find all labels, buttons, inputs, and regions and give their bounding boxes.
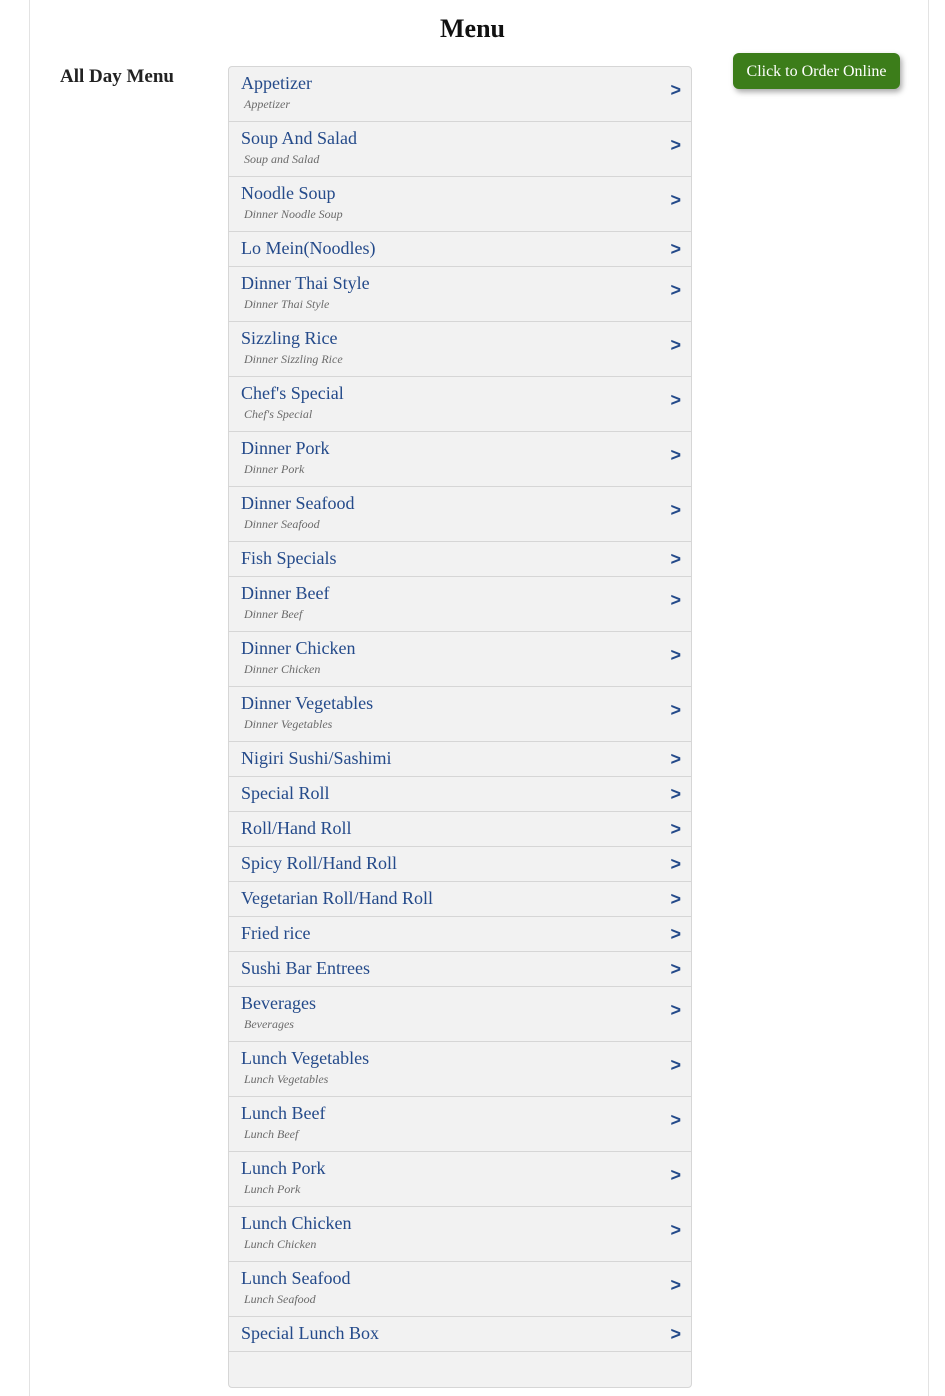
menu-category-item[interactable] [229, 377, 691, 432]
menu-category-item[interactable] [229, 952, 691, 987]
menu-category-item[interactable] [229, 1262, 691, 1317]
chevron-right-icon[interactable]: > [670, 959, 681, 979]
menu-category-name[interactable]: Chef's Special [241, 383, 344, 403]
chevron-right-icon[interactable]: > [670, 239, 681, 259]
menu-category-name[interactable]: Special Lunch Box [241, 1323, 379, 1343]
menu-category-description: Beverages [244, 1017, 294, 1031]
menu-category-name[interactable]: Dinner Beef [241, 583, 330, 603]
menu-category-item[interactable] [229, 1097, 691, 1152]
menu-category-description: Lunch Seafood [244, 1292, 316, 1306]
chevron-right-icon[interactable]: > [670, 889, 681, 909]
menu-category-list [228, 66, 692, 1388]
menu-category-name[interactable]: Noodle Soup [241, 183, 336, 203]
chevron-right-icon[interactable]: > [670, 1324, 681, 1344]
menu-category-item[interactable] [229, 432, 691, 487]
menu-category-description: Lunch Pork [244, 1182, 301, 1196]
menu-category-description: Appetizer [244, 97, 290, 111]
menu-category-item[interactable] [229, 322, 691, 377]
chevron-right-icon[interactable]: > [670, 1000, 681, 1020]
menu-category-name[interactable]: Fried rice [241, 923, 311, 943]
menu-category-name[interactable]: Dinner Chicken [241, 638, 356, 658]
menu-category-description: Dinner Pork [244, 462, 305, 476]
menu-category-item[interactable] [229, 917, 691, 952]
menu-category-name[interactable]: Lunch Beef [241, 1103, 326, 1123]
menu-category-name[interactable]: Lunch Pork [241, 1158, 326, 1178]
chevron-right-icon[interactable]: > [670, 80, 681, 100]
chevron-right-icon[interactable]: > [670, 924, 681, 944]
menu-category-item[interactable] [229, 847, 691, 882]
menu-category-item[interactable] [229, 487, 691, 542]
menu-category-item[interactable] [229, 577, 691, 632]
chevron-right-icon[interactable]: > [670, 749, 681, 769]
menu-category-item[interactable] [229, 1152, 691, 1207]
chevron-right-icon[interactable]: > [670, 819, 681, 839]
menu-category-description: Dinner Beef [244, 607, 303, 621]
menu-category-description: Lunch Beef [244, 1127, 299, 1141]
menu-category-name[interactable]: Special Roll [241, 783, 330, 803]
menu-category-description: Dinner Vegetables [244, 717, 333, 731]
menu-category-description: Dinner Noodle Soup [244, 207, 343, 221]
menu-category-item[interactable] [229, 812, 691, 847]
chevron-right-icon[interactable]: > [670, 549, 681, 569]
section-title: All Day Menu [60, 66, 174, 87]
chevron-right-icon[interactable]: > [670, 390, 681, 410]
chevron-right-icon[interactable]: > [670, 784, 681, 804]
menu-category-name[interactable]: Vegetarian Roll/Hand Roll [241, 888, 433, 908]
menu-category-item[interactable] [229, 777, 691, 812]
menu-category-name[interactable]: Roll/Hand Roll [241, 818, 352, 838]
menu-category-description: Lunch Vegetables [244, 1072, 329, 1086]
menu-category-name[interactable]: Lo Mein(Noodles) [241, 238, 376, 258]
menu-category-item[interactable] [229, 67, 691, 122]
menu-category-item[interactable] [229, 1352, 691, 1387]
menu-category-item[interactable] [229, 987, 691, 1042]
chevron-right-icon[interactable]: > [670, 1165, 681, 1185]
menu-category-description: Soup and Salad [244, 152, 320, 166]
menu-category-name[interactable]: Dinner Vegetables [241, 693, 374, 713]
menu-category-item[interactable] [229, 1207, 691, 1262]
chevron-right-icon[interactable]: > [670, 590, 681, 610]
menu-category-item[interactable] [229, 1317, 691, 1352]
menu-category-description: Dinner Sizzling Rice [244, 352, 343, 366]
menu-category-item[interactable] [229, 267, 691, 322]
menu-category-name[interactable]: Soup And Salad [241, 128, 358, 148]
page-title: Menu [440, 14, 505, 43]
menu-category-description: Dinner Chicken [244, 662, 321, 676]
chevron-right-icon[interactable]: > [670, 1275, 681, 1295]
menu-category-name[interactable]: Dinner Pork [241, 438, 330, 458]
menu-category-name[interactable]: Dinner Seafood [241, 493, 355, 513]
menu-category-description: Lunch Chicken [244, 1237, 317, 1251]
menu-category-name[interactable]: Lunch Seafood [241, 1268, 351, 1288]
menu-category-item[interactable] [229, 177, 691, 232]
chevron-right-icon[interactable]: > [670, 1110, 681, 1130]
menu-category-name[interactable]: Appetizer [241, 73, 312, 93]
menu-category-description: Dinner Thai Style [244, 297, 330, 311]
menu-category-name[interactable]: Sushi Bar Entrees [241, 958, 370, 978]
menu-category-name[interactable]: Lunch Vegetables [241, 1048, 370, 1068]
menu-category-item[interactable] [229, 742, 691, 777]
menu-category-name[interactable]: Nigiri Sushi/Sashimi [241, 748, 392, 768]
chevron-right-icon[interactable]: > [670, 190, 681, 210]
menu-category-description: Chef's Special [244, 407, 313, 421]
menu-category-name[interactable]: Fish Specials [241, 548, 337, 568]
menu-category-item[interactable] [229, 542, 691, 577]
menu-category-name[interactable]: Spicy Roll/Hand Roll [241, 853, 398, 873]
chevron-right-icon[interactable]: > [670, 335, 681, 355]
menu-category-item[interactable] [229, 632, 691, 687]
chevron-right-icon[interactable]: > [670, 135, 681, 155]
menu-category-item[interactable] [229, 882, 691, 917]
chevron-right-icon[interactable]: > [670, 854, 681, 874]
menu-category-name[interactable]: Beverages [241, 993, 316, 1013]
chevron-right-icon[interactable]: > [670, 1220, 681, 1240]
order-online-button[interactable]: Click to Order Online [733, 53, 900, 89]
chevron-right-icon[interactable]: > [670, 645, 681, 665]
menu-category-name[interactable]: Lunch Chicken [241, 1213, 352, 1233]
menu-category-item[interactable] [229, 687, 691, 742]
chevron-right-icon[interactable]: > [670, 445, 681, 465]
chevron-right-icon[interactable]: > [670, 500, 681, 520]
menu-category-name[interactable]: Sizzling Rice [241, 328, 338, 348]
menu-category-item[interactable] [229, 232, 691, 267]
menu-category-description: Dinner Seafood [244, 517, 320, 531]
menu-category-name[interactable]: Dinner Thai Style [241, 273, 370, 293]
chevron-right-icon[interactable]: > [670, 280, 681, 300]
menu-category-item[interactable] [229, 1042, 691, 1097]
chevron-right-icon[interactable]: > [670, 700, 681, 720]
chevron-right-icon[interactable]: > [670, 1055, 681, 1075]
menu-category-item[interactable] [229, 122, 691, 177]
